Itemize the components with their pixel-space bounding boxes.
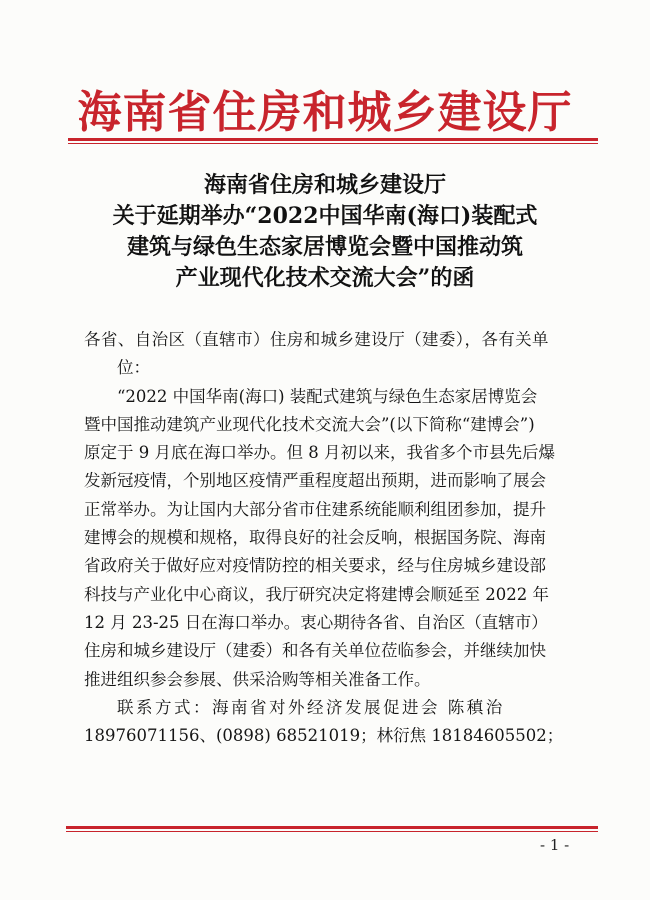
paragraph-line: 推进组织参会参展、供采洽购等相关准备工作。 bbox=[84, 669, 431, 689]
paragraph-line: 省政府关于做好应对疫情防控的相关要求，经与住房城乡建设部 bbox=[84, 556, 546, 576]
title-line: 关于延期举办“2022中国华南(海口)装配式 bbox=[112, 203, 538, 229]
paragraph-line: 住房和城乡建设厅（建委）和各有关单位莅临参会，并继续加快 bbox=[84, 641, 546, 661]
paragraph-line: 原定于 9 月底在海口举办。但 8 月初以来，我省多个市县先后爆 bbox=[84, 443, 555, 463]
paragraph-line: 正常举办。为让国内大部分省市住建系统能顺利组团参加，提升 bbox=[84, 499, 546, 519]
page-number: - 1 - bbox=[540, 836, 570, 854]
paragraph-line: “2022 中国华南(海口) 装配式建筑与绿色生态家居博览会 bbox=[117, 386, 538, 406]
title-line: 建筑与绿色生态家居博览会暨中国推动筑 bbox=[126, 234, 523, 260]
salutation-line: 各省、自治区（直辖市）住房和城乡建设厅（建委），各有关单 bbox=[84, 330, 549, 349]
paragraph-line: 建博会的规模和规格，取得良好的社会反响，根据国务院、海南 bbox=[84, 528, 546, 548]
paragraph-line: 12 月 23-25 日在海口举办。衷心期待各省、自治区（直辖市） bbox=[84, 612, 548, 632]
paragraph-line: 发新冠疫情，个别地区疫情严重程度超出预期，进而影响了展会 bbox=[84, 471, 546, 491]
contact-line: 18976071156、(0898) 68521019；林衍焦 18184605502； bbox=[84, 726, 564, 746]
document-body bbox=[84, 326, 582, 750]
footer-rule-thin bbox=[66, 831, 598, 832]
footer-rule-thick bbox=[66, 826, 598, 829]
contact-line: 联系方式：海南省对外经济发展促进会 陈稹治 bbox=[117, 697, 505, 717]
paragraph-line: 科技与产业化中心商议，我厅研究决定将建博会顺延至 2022 年 bbox=[84, 584, 549, 604]
letterhead-rule-thin bbox=[68, 143, 598, 144]
title-line: 产业现代化技术交流大会”的函 bbox=[175, 265, 475, 291]
title-line: 海南省住房和城乡建设厅 bbox=[203, 172, 446, 198]
salutation-line: 位： bbox=[117, 358, 150, 378]
paragraph-line: 暨中国推动建筑产业现代化技术交流大会”(以下简称“建博会”) bbox=[84, 414, 535, 434]
document-title bbox=[0, 170, 650, 294]
letterhead-rule-thick bbox=[68, 138, 598, 141]
letterhead-org-name: 海南省住房和城乡建设厅 bbox=[77, 87, 573, 138]
